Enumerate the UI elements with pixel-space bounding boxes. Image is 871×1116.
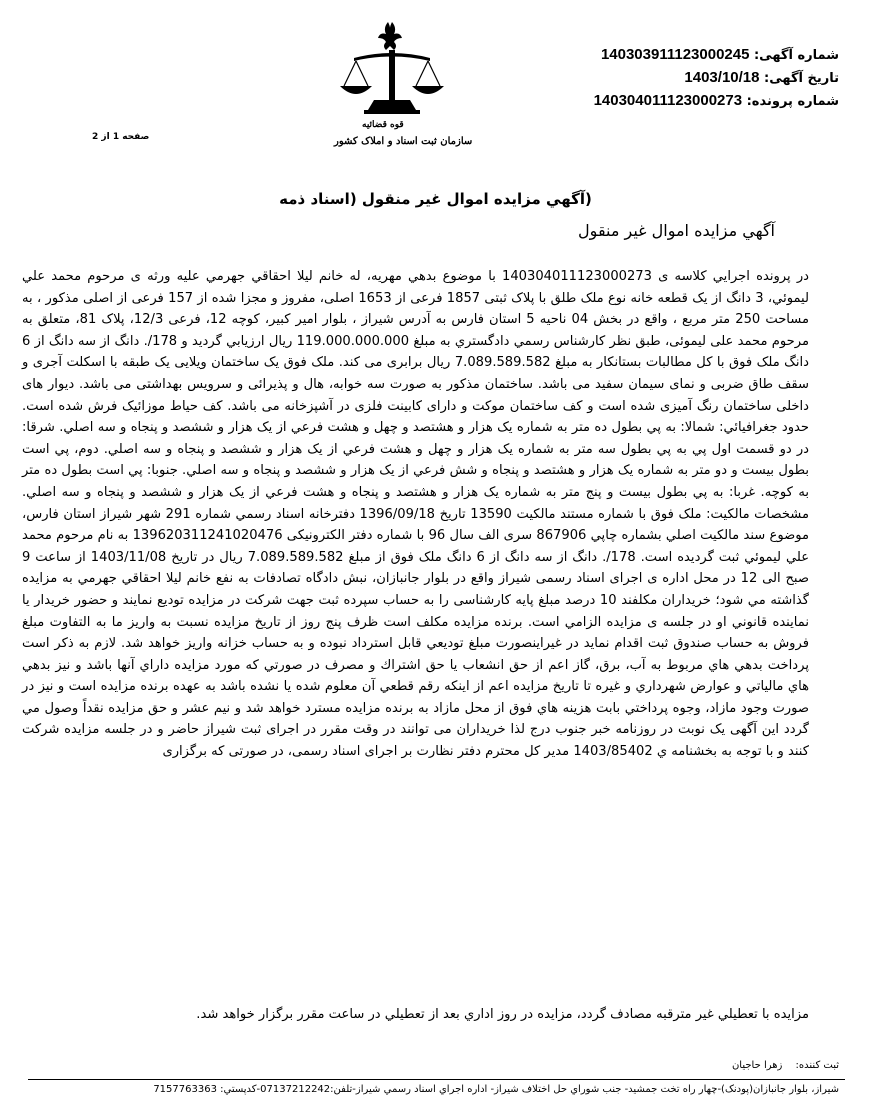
footer-address: شیراز، بلوار جانبازان(پودنک)-چهار راه تخت جمشید- جنب شوراي حل اختلاف شیراز- اداره اجراي اسناد رسمي شیراز-تلفن:07137212242-کدپستي: 7157763363 [153,1084,839,1095]
org-name-text: سازمان ثبت اسناد و املاک کشور [334,136,473,147]
registrar-name: زهرا حاجیان [731,1060,783,1071]
judiciary-logo [332,18,473,148]
ad-meta [594,44,839,113]
auction-body-text: در پرونده اجرايي كلاسه ی 140304011123000273 با موضوع بدهي مهريه، له خانم ليلا احقاقي جهرمي عليه ورثه ی مرحوم محمد علي ليموئي، 3 دانگ از یک قطعه خانه نوع ملک طلق با پلاک ثبتی 1857 فرعی از 1653 اصلی، مفروز و مجزا شده از 157 فرعی از اصلی مذکور ، به مساحت 250 متر مربع ، واقع در بخش 04 ناحیه 5 استان فارس به آدرس شیراز ، بلوار امیر کبیر، کوچه 12، فرعی 12/3، پلاک 81، متعلق به مرحوم محمد علی لیموئی، طبق نظر كارشناس رسمي دادگستري به مبلغ 119.000.000.000 ریال ارزيابي گردید و 178/. دانگ از سه دانگ از 6 دانگ ملک فوق با کل مطالبات بستانکار به مبلغ 7.089.589.582 ریال برابری می کند. ملک فوق یک ساختمان ویلایی یک طبقه با اسکلت آجری و سقف طاق ضربی و نمای سیمان سفید می باشد. ساختمان مذکور به صورت سه خوابه، هال و پذیرائی و سرویس بهداشتی می باشد. دیوار های داخلی ساختمان رنگ آمیزی شده است و کف ساختمان موکت و دارای کابینت فلزی در آشپزخانه می باشد. کف حیاط موزائیک فرش شده است. حدود جغرافيائي: شمالا: به پي بطول ده متر به شماره یک هزار و هشتصد و چهل و هشت فرعي از یک هزار و ششصد و پنجاه و سه اصلي. شرقا: در دو قسمت اول پي به پي بطول سه متر به شماره یک هزار و چهل و هشت فرعي از یک هزار و ششصد و پنجاه و سه اصلي. دوم، پي است بطول بيست و دو متر به شماره یک هزار و هشتصد و پنجاه و شش فرعي از یک هزار و ششصد و پنجاه و سه اصلي. جنوبا: پي است بطول ده متر به کوچه. غربا: به پي بطول بيست و پنج متر به شماره یک هزار و هشتصد و پنجاه و هشت فرعي از یک هزار و ششصد و پنجاه و سه اصلي. مشخصات مالكيت: ملک فوق با شماره مستند مالکیت 13590 تاریخ 1396/09/18 دفترخانه اسناد رسمي شماره 291 شهر شیراز استان فارس، موضوع سند مالكيت اصلي بشماره چاپي 867906 سری الف سال 96 با شماره دفتر الکترونیکی 139620311241020476 به نام مرحوم محمد علي ليموئي ثبت گرديده است. 178/. دانگ از سه دانگ از 6 دانگ ملک فوق از مبلغ 7.089.589.582 ریال در تاريخ 1403/11/08 از ساعت 9 صبح الی 12 در محل اداره ی اجرای اسناد رسمی شیراز واقع در بلوار جانبازان، نبش دادگاه تصادفات به نفع خانم ليلا احقاقي جهرمي به مزايده گذاشته مي شود؛ خريداران مكلفند 10 درصد مبلغ پايه کارشناسی را به حساب سپرده ثبت جهت شرکت در مزایده توديع نمايند و حضور خريدار يا نماينده قانوني او در جلسه ی مزايده الزامي است. برنده مزايده مكلف است ظرف پنج روز از تاريخ مزايده نسبت به واريز ما به التفاوت مبلغ فروش به حساب صندوق ثبت اقدام نمايد در غيراينصورت مبلغ توديعي قابل استرداد نبوده و به حساب خزانه واريز خواهد شد. لازم به ذكر است پرداخت بدهي هاي مربوط به آب، برق، گاز اعم از حق انشعاب يا حق اشتراك و مصرف در صورتي كه مورد مزايده داراي آنها باشد و نيز بدهي هاي مالياتي و عوارض شهرداري و غيره تا تاريخ مزايده اعم از اينكه رقم قطعي آن معلوم شده يا نشده باشد به عهده برنده مزايده است و نيز در صورت وجود مازاد، وجوه پرداختي بابت هزينه هاي فوق از محل مازاد به برنده مزايده مسترد خواهد شد و نيم عشر و حق مزايده نقداً وصول مي گردد اين آگهی یک نوبت در روزنامه خبر جنوب درج لذا خریداران می توانند در وقت مقرر در اجرای ثبت شیراز حاضر و در جلسه مزایده شرکت کنند و با توجه به بخشنامه ي 1403/85402 مدير كل محترم دفتر نظارت بر اجرای اسناد رسمی، در صورتی که برگزاری [22,269,810,760]
ad-number-label: شماره آگهی: [753,48,839,63]
ad-number-row [594,44,839,67]
auction-tail-text: مزایده با تعطیلي غیر مترقبه مصادف گردد، مزایده در روز اداري بعد از تعطیلي در ساعت مقرر برگزار خواهد شد. [196,1007,809,1022]
document-title: (آگهي مزايده اموال غير منقول (اسناد ذمه [279,190,592,208]
case-number: 140304011123000273 [593,92,743,109]
scales-emblem-icon [332,18,452,122]
registrar-label: ثبت کننده: [795,1060,839,1071]
registrar [732,1060,839,1071]
ad-date-label: تاریخ آگهی: [764,71,839,86]
case-number-label: شماره پرونده: [746,94,839,109]
ad-number: 140303911123000245 [600,46,750,63]
footer-divider [28,1079,845,1080]
case-number-row [594,90,839,113]
ad-date-row [594,67,839,90]
judiciary-text: قوه قضائیه [362,120,404,130]
page-number: صفحه 1 از 2 [92,132,150,142]
document-subtitle: آگهي مزايده اموال غير منقول [578,221,775,240]
ad-date: 1403/10/18 [684,69,760,86]
